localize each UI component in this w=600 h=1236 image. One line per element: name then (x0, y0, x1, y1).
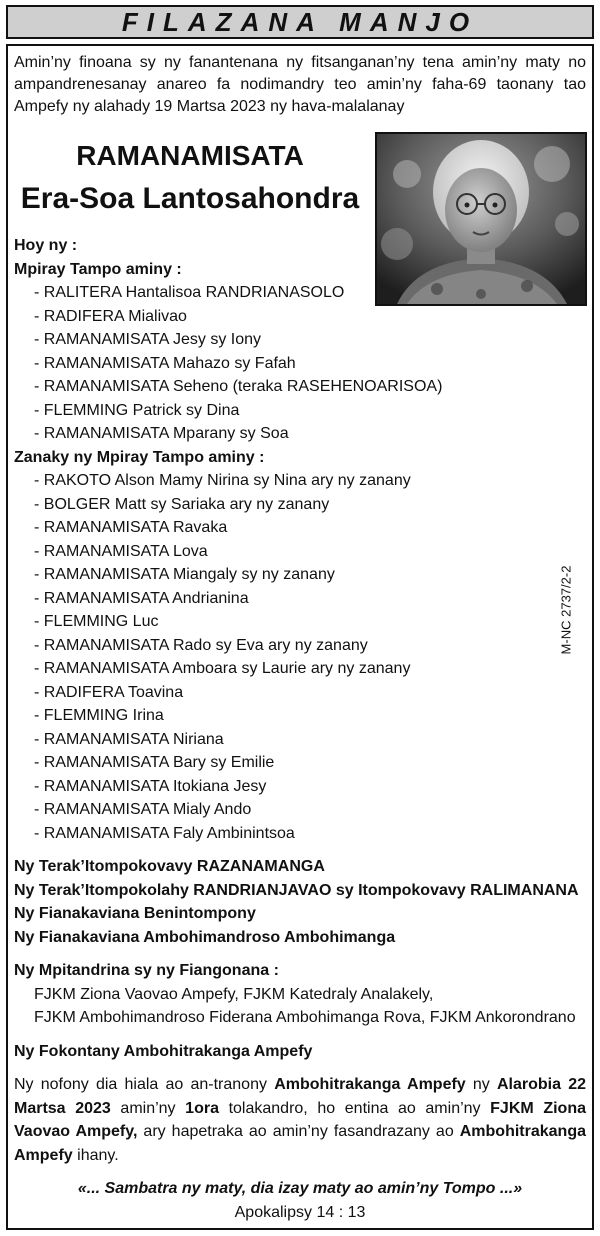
header-title: FILAZANA MANJO (121, 6, 479, 37)
nephew-item: - RAMANAMISATA Itokiana Jesy (34, 777, 267, 795)
nephew-item: - FLEMMING Luc (34, 613, 159, 630)
hoy-label: Hoy ny : (14, 237, 78, 254)
nephew-item: - FLEMMING Irina (34, 707, 164, 724)
sibling-item: - FLEMMING Patrick sy Dina (34, 401, 240, 419)
intro-paragraph: Amin’ny finoana sy ny fanantenana ny fitsanganan’ny tena amin’ny maty no ampandrenesanay anareo fa nodimandry teo amin’ny faha-69 taonany tao Ampefy ny alahady 19 Martsa 2023 ny hava-malalanay (14, 54, 586, 115)
deceased-surname: RAMANAMISATA (76, 140, 304, 171)
funeral-place: Ambohitrakanga Ampefy (274, 1076, 466, 1093)
deceased-given-names: Era-Soa Lantosahondra (20, 182, 360, 215)
nephew-item: - RAMANAMISATA Faly Ambinintsoa (34, 824, 295, 842)
reference-code: M-NC 2737/2-2 (558, 565, 574, 655)
church-line: FJKM Ambohimandroso Fiderana Ambohimanga Rova, FJKM Ankorondrano (34, 1009, 576, 1026)
family-line: Ny Terak’Itompokovavy RAZANAMANGA (14, 858, 325, 875)
sibling-item: - RAMANAMISATA Mahazo sy Fafah (34, 354, 296, 372)
nephew-item: - RAKOTO Alson Mamy Nirina sy Nina ary ny zanany (34, 472, 411, 489)
funeral-paragraph (14, 1073, 586, 1167)
nephew-item: - RAMANAMISATA Bary sy Emilie (34, 754, 275, 771)
funeral-text: amin’ny (110, 1099, 186, 1117)
church-heading: Ny Mpitandrina sy ny Fiangonana : (14, 962, 279, 979)
funeral-text: tolakandro, ho entina ao amin’ny (218, 1099, 491, 1117)
verse-reference: Apokalipsy 14 : 13 (234, 1203, 366, 1221)
sibling-item: - RADIFERA Mialivao (34, 307, 187, 325)
funeral-text: ary hapetraka ao amin’ny fasandrazany ao (137, 1123, 460, 1140)
funeral-time: 1ora (185, 1099, 219, 1117)
obituary-body (14, 234, 586, 1224)
nephew-item: - RAMANAMISATA Lova (34, 542, 208, 560)
fokontany-line: Ny Fokontany Ambohitrakanga Ampefy (14, 1042, 313, 1060)
nephew-item: - RAMANAMISATA Amboara sy Laurie ary ny zanany (34, 660, 411, 677)
sibling-item: - RAMANAMISATA Jesy sy Iony (34, 331, 262, 348)
nephew-item: - BOLGER Matt sy Sariaka ary ny zanany (34, 495, 330, 513)
family-line: Ny Fianakaviana Ambohimandroso Ambohimanga (14, 928, 396, 946)
nephew-item: - RAMANAMISATA Niriana (34, 730, 224, 748)
funeral-burial-place: Ambohitrakanga Ampefy (14, 1123, 586, 1164)
nephew-item: - RAMANAMISATA Mialy Ando (34, 801, 252, 818)
family-line: Ny Fianakaviana Benintompony (14, 905, 256, 922)
nephew-item: - RAMANAMISATA Ravaka (34, 519, 228, 536)
funeral-text: ihany. (72, 1146, 119, 1164)
funeral-text: ny (465, 1076, 497, 1093)
funeral-text: Ny nofony dia hiala ao an-tranony (14, 1076, 275, 1093)
funeral-church: FJKM Ziona Vaovao Ampefy, (14, 1099, 586, 1140)
sibling-item: - RAMANAMISATA Seheno (teraka RASEHENOARISOA) (34, 378, 443, 395)
verse-quote: «... Sambatra ny maty, dia izay maty ao amin’ny Tompo ...» (77, 1180, 523, 1197)
sibling-item: - RALITERA Hantalisoa RANDRIANASOLO (34, 284, 345, 301)
siblings-heading: Mpiray Tampo aminy : (14, 260, 182, 278)
sibling-item: - RAMANAMISATA Mparany sy Soa (34, 425, 289, 442)
family-line: Ny Terak’Itompokolahy RANDRIANJAVAO sy Itompokovavy RALIMANANA (14, 881, 579, 899)
nephew-item: - RAMANAMISATA Andrianina (34, 589, 249, 607)
nephew-item: - RAMANAMISATA Rado sy Eva ary ny zanany (34, 636, 368, 654)
church-line: FJKM Ziona Vaovao Ampefy, FJKM Katedraly Analakely, (34, 985, 434, 1003)
header-banner (6, 5, 594, 39)
nephew-item: - RADIFERA Toavina (34, 683, 184, 701)
funeral-date: Alarobia 22 Martsa 2023 (14, 1076, 587, 1117)
nephews-heading: Zanaky ny Mpiray Tampo aminy : (14, 448, 265, 466)
nephew-item: - RAMANAMISATA Miangaly sy ny zanany (34, 566, 335, 583)
